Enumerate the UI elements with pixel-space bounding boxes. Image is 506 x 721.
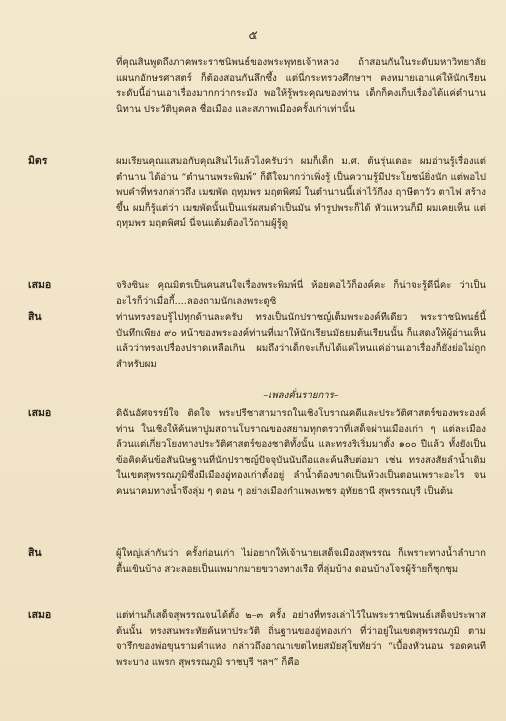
dialogue-text: ท่านทรงรอบรู้ไปทุกด้านละครับ ทรงเป็นนักปราชญ์เต็มพระองค์ทีเดียว พระราชนิพนธ์นี้บันทึกเพียง ๙๐ หน้าของพระองค์ท่านที่เมาให้นักเรียนมัธยมต้นเรียนนั้น ก็แสดงให้ผู้อ่านเห็นแล้วว่าทรงเปรื่องปราดเหลือเกิน ผมถึงว่าเด็กจะเก็บได้แค่ไหนแค่อ่านเอาเรื่องก็ยังย่อไม่ถูกสำหรับผม xyxy=(116,312,486,370)
speaker-name: สิน xyxy=(28,311,42,323)
paragraph-text: ที่คุณสินพูดถึงภาคพระราชนิพนธ์ของพระพุทธเจ้าหลวง ถ้าสอนกันในระดับมหาวิทยาลัย แผนกอักษรศาสตร์ ก็ต้องสอนกันลึกซึ้ง แต่นี่กระทรวงศึกษาฯ คงหมายเอาแค่ให้นักเรียนระดับนี้อ่านเอาเรื่องมากกว่ากระมัง พอให้รู้พระคุณของท่าน เด็กก็คงเก็บเรื่องได้แค่ตำนาน นิทาน ประวัติบุคคล ชื่อเมือง และสภาพเมืองครั้งเก่าเท่านั้น xyxy=(116,57,486,115)
dialogue-text: จริงซินะ คุณมิตรเป็นคนสนใจเรื่องพระพิมพ์นี่ ห้อยคอไว้ก็องค์คะ ก็น่าจะรู้ดีนี่คะ ว่าเป็นอะไรก็ว่าเมื่อกี้....ลองถามนักเลงพระดูซิ xyxy=(116,280,486,307)
dialogue-text: แต่ท่านก็เสด็จสุพรรณจนได้ตั้ง ๒–๓ ครั้ง อย่างที่ทรงเล่าไว้ในพระราชนิพนธ์เสด็จประพาสต้นนั้น ทรงสนพระทัยค้นหาประวัติ ถิ่นฐานของอู่ทองเก่า ที่ว่าอยู่ในเขตสุพรรณภูมิ ตามจารึกของพ่อขุนรามคำแหง กล่าวถึงอาณาเขตไทยสมัยสุโขทัยว่า “เบื้องหัวนอน รอดคนทีพระบาง แพรก สุพรรณภูมิ ราชบุรี ฯลฯ” ก็คือ xyxy=(116,610,486,668)
dialogue-text: ผู้ใหญ่เล่ากันว่า ครั้งก่อนเก่า ไม่อยากให้เจ้านายเสด็จเมืองสุพรรณ ก็เพราะทางน้ำลำบาก ตื้นเขินบ้าง สวะลอยเป็นแพมากมายขวางทางเรือ ที่ลุ่มบ้าง ดอนบ้างโจรผู้ร้ายก็ชุกชุม xyxy=(116,548,486,575)
music-break-divider: –เพลงคั่นรายการ– xyxy=(263,390,339,401)
speaker-name: เสมอ xyxy=(28,609,52,621)
speaker-name: เสมอ xyxy=(28,407,52,419)
speaker-name: สิน xyxy=(28,547,42,559)
dialogue-text: ดิฉันอัศจรรย์ใจ ติดใจ พระปรีชาสามารถในเชิงโบราณคดีและประวัติศาสตร์ของพระองค์ท่าน ในเชิงให้ค้นหาปูมสถานโบราณของสยามทุกตรวาที่เสด็จผ่านเมืองเก่า ๆ แต่ละเมือง ล้วนแต่เกี่ยวโยงทางประวัติศาสตร์ของชาติทั้งนั้น และทรงริเริ่มมาตั้ง ๑๐๐ ปีแล้ว ทั้งยังเป็นข้อคิดค้นข้อสันนิษฐานที่นักปราชญ์ปัจจุบันนับถือและค้นสืบต่อมา เช่น ทรงสงสัยลำน้ำเดิมในเขตสุพรรณภูมิซึ่งมีเมืองอู่ทองเก่าตั้งอยู่ ลำน้ำต้องขาดเป็นห้วงเป็นตอนเพราะอะไร จนคนนาคมทางน้ำจึงลุ่ม ๆ ดอน ๆ อย่างเมืองกำแพงเพชร อุทัยธานี สุพรรณบุรี เป็นต้น xyxy=(116,408,486,497)
speaker-name: มิตร xyxy=(28,155,48,167)
dialogue-text: ผมเรียนคุณแสมอกับคุณสินไว้แล้วไงครับว่า ผมก็เด็ก ม.ศ. ต้นรุ่นเดอะ ผมอ่านรู้เรื่องแต่ตำนาน ได้อ่าน “ตำนานพระพิมพ์” ก็ดีใจมากว่าเพิ่งรู้ เป็นความรู้มีประโยชน์ยิ่งนัก แต่พอไปพบคำที่ทรงกล่าวถึง เมฆพัด ฤทุมพร มฤตพิศม์ ในตำนานนี้เล่าไว้กีงง ฤาษีตาวัว ตาไฟ สร้างขึ้น ผมก็รู้แต่ว่า เมฆพัดนั้นเป็นแร่ผสมดำเป็นมัน ทำรูปพระก็ได้ หัวแหวนก็มี ผมเคยเห็น แต่ฤทุมพร มฤตพิศม์ นี่จนแต้มต้องไว้ถามผู้รู้ดู xyxy=(116,156,486,229)
page-number: ๕ xyxy=(248,28,258,42)
speaker-name: เสมอ xyxy=(28,279,52,291)
